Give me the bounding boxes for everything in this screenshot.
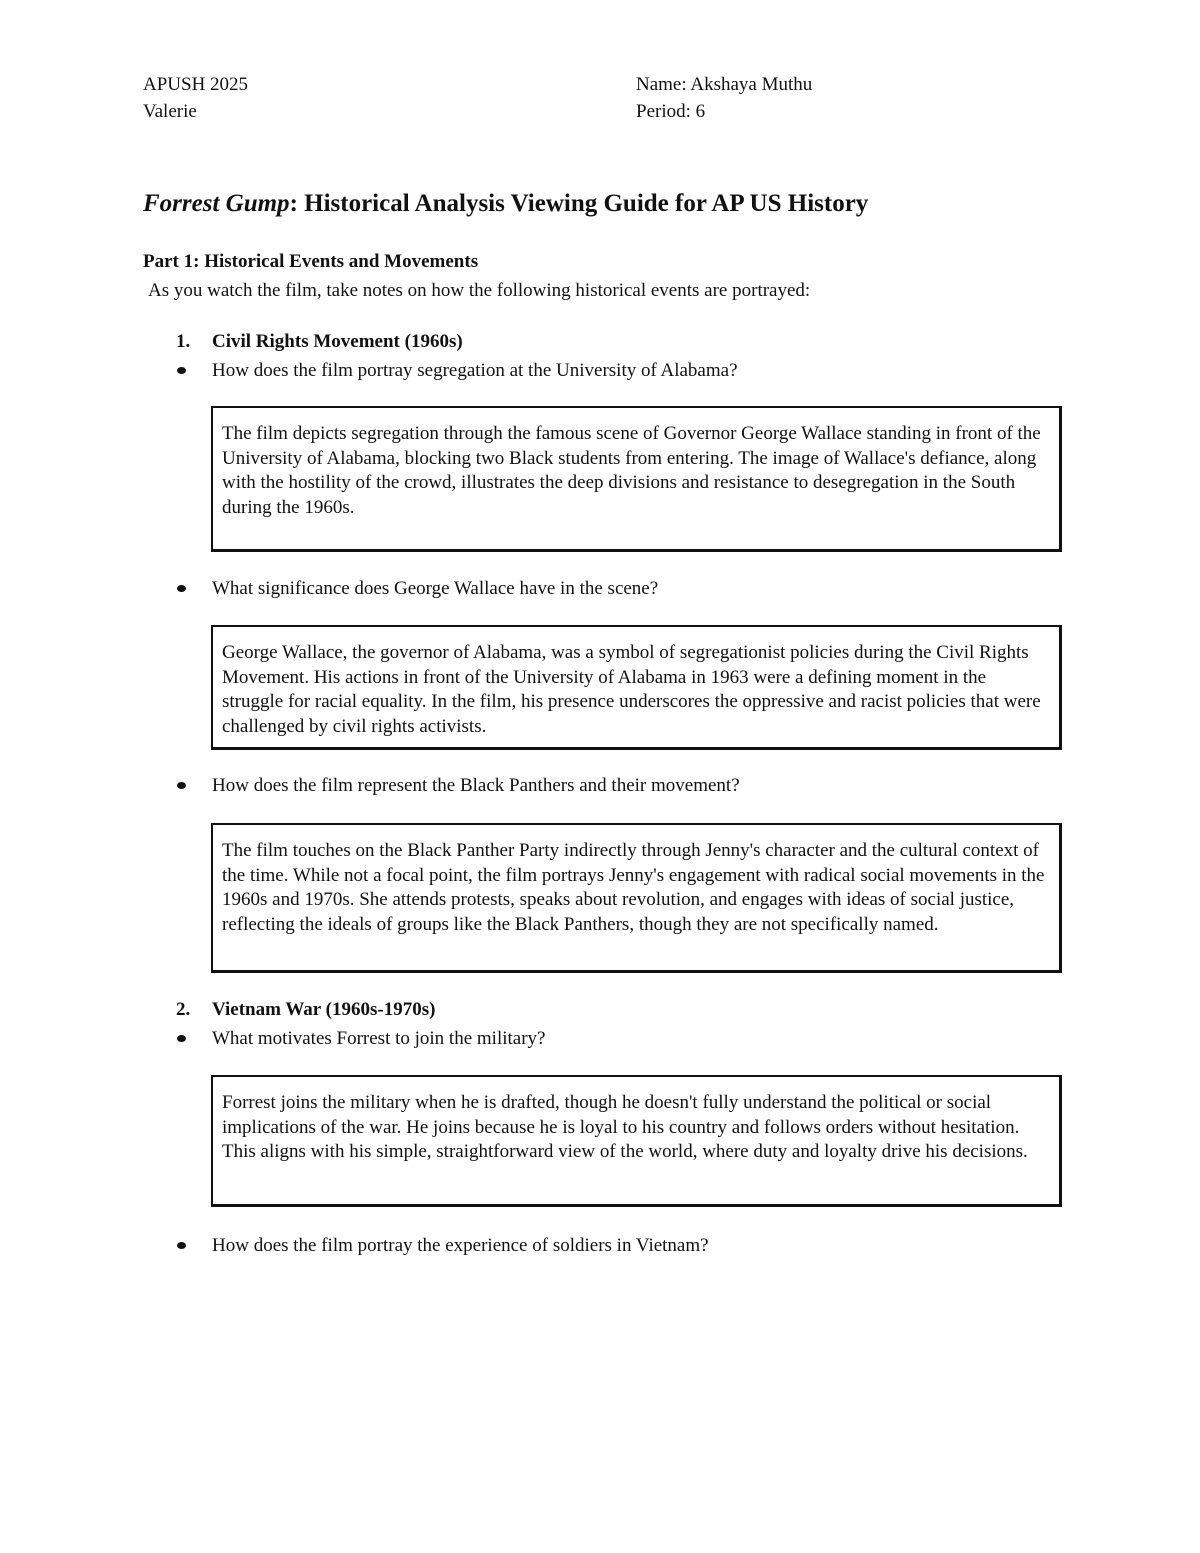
- title-film: Forrest Gump: [143, 190, 290, 217]
- section-heading-civil-rights: Civil Rights Movement (1960s): [212, 331, 463, 352]
- answer-text: Forrest joins the military when he is drafted, though he doesn't fully understand the political or social implications of the war. He joins because he is loyal to his country and follows orders without hesitation. This aligns with his simple, straightforward view of the world, where duty and loyalty drive his decisions.: [222, 1092, 1028, 1162]
- part1-heading: Part 1: Historical Events and Movements: [143, 251, 479, 272]
- answer-box-military-motivation[interactable]: [211, 1075, 1062, 1207]
- bullet-icon: [177, 585, 186, 592]
- section-heading-vietnam: Vietnam War (1960s-1970s): [212, 999, 436, 1020]
- part1-instructions: As you watch the film, take notes on how the following historical events are portrayed:: [148, 280, 811, 301]
- bullet-icon: [177, 1242, 186, 1249]
- section-number: 2.: [176, 999, 191, 1020]
- title-rest: : Historical Analysis Viewing Guide for AP US History: [289, 190, 869, 217]
- course-label: APUSH 2025: [143, 74, 249, 95]
- student-name: Name: Akshaya Muthu: [636, 74, 813, 95]
- page-title: [143, 190, 868, 218]
- question-military-motivation: What motivates Forrest to join the military?: [212, 1028, 546, 1049]
- section-number: 1.: [176, 331, 191, 352]
- period-label: Period: 6: [636, 101, 706, 122]
- teacher-label: Valerie: [143, 101, 197, 122]
- answer-box-segregation[interactable]: [211, 406, 1062, 552]
- question-segregation: How does the film portray segregation at the University of Alabama?: [212, 360, 738, 381]
- answer-text: The film depicts segregation through the famous scene of Governor George Wallace standing in front of the University of Alabama, blocking two Black students from entering. The image of Wallace's defiance, along with the hostility of the crowd, illustrates the deep divisions and resistance to desegregation in the South during the 1960s.: [222, 423, 1041, 518]
- bullet-icon: [177, 1035, 186, 1042]
- answer-box-black-panthers[interactable]: [211, 823, 1062, 973]
- answer-text: George Wallace, the governor of Alabama, was a symbol of segregationist policies during the Civil Rights Movement. His actions in front of the University of Alabama in 1963 were a defining moment in the struggle for racial equality. In the film, his presence underscores the oppressive and racist policies that were challenged by civil rights activists.: [222, 642, 1041, 737]
- answer-text: The film touches on the Black Panther Party indirectly through Jenny's character and the cultural context of the time. While not a focal point, the film portrays Jenny's engagement with radical social movements in the 1960s and 1970s. She attends protests, speaks about revolution, and engages with ideas of social justice, reflecting the ideals of groups like the Black Panthers, though they are not specifically named.: [222, 840, 1045, 935]
- bullet-icon: [177, 367, 186, 374]
- question-wallace: What significance does George Wallace have in the scene?: [212, 578, 659, 599]
- bullet-icon: [177, 782, 186, 789]
- question-black-panthers: How does the film represent the Black Panthers and their movement?: [212, 775, 740, 796]
- answer-box-wallace[interactable]: [211, 625, 1062, 750]
- question-soldier-experience: How does the film portray the experience of soldiers in Vietnam?: [212, 1235, 709, 1256]
